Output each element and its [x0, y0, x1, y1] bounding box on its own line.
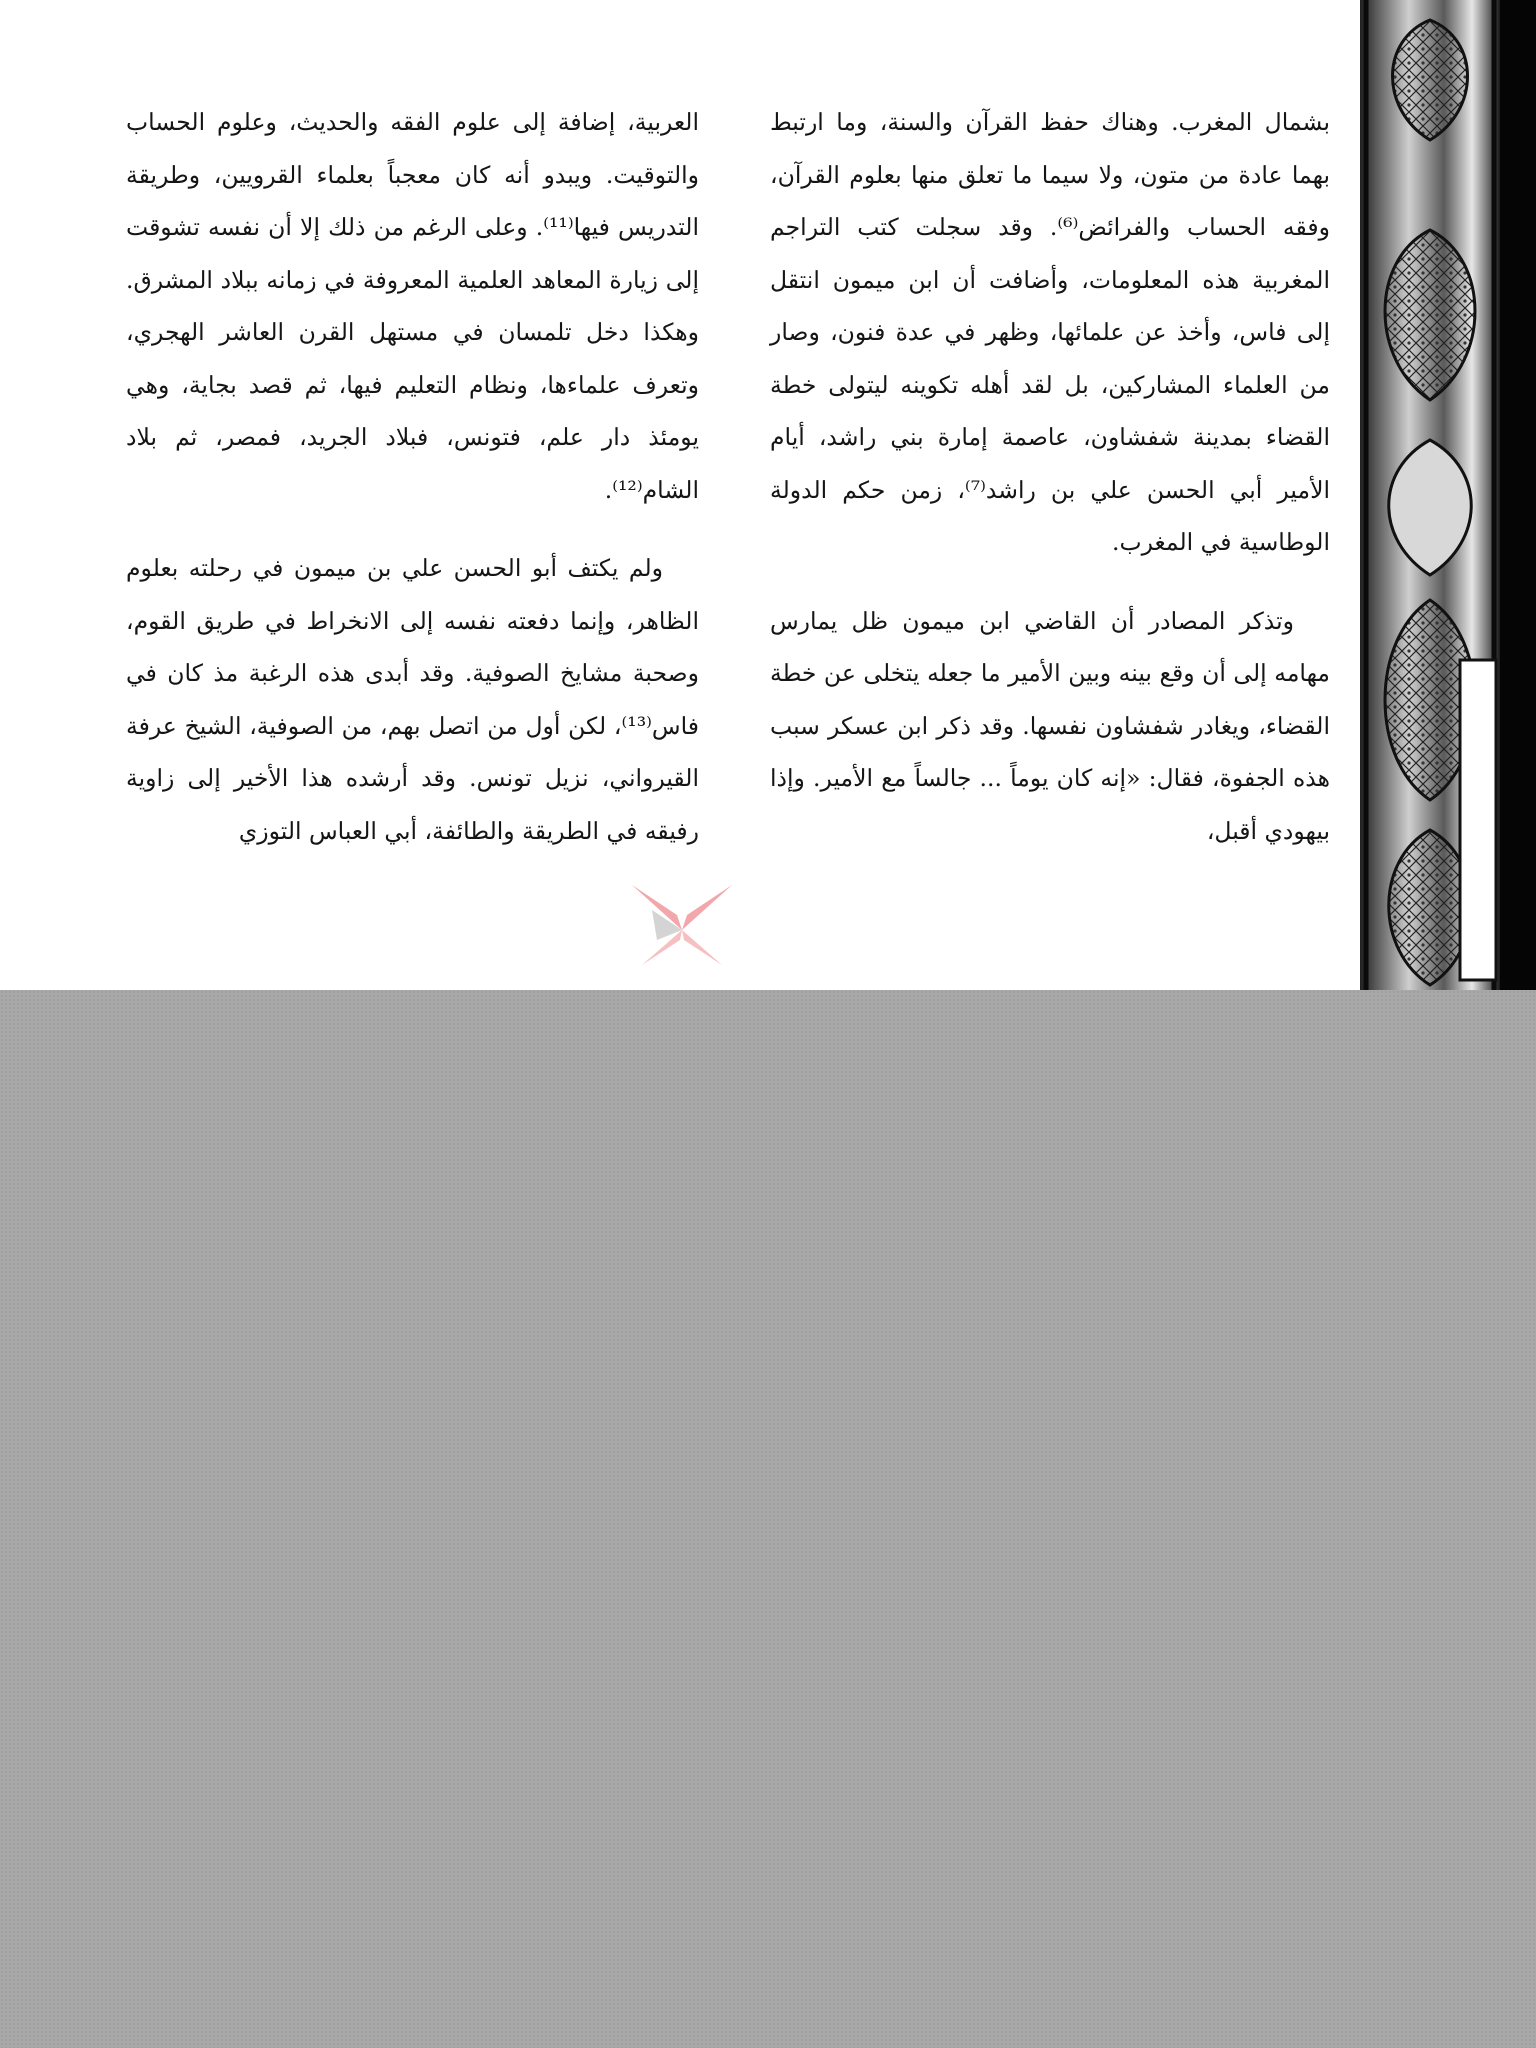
- scanned-page: [0, 0, 1536, 990]
- text-column-left: [126, 96, 699, 857]
- ornamental-border: [1360, 0, 1536, 990]
- paragraph-right-2: وتذكر المصادر أن القاضي ابن ميمون ظل يمارس مهامه إلى أن وقع بينه وبين الأمير ما جعله يتخلى عن خطة القضاء، ويغادر شفشاون نفسها. وقد ذكر ابن عسكر سبب هذه الجفوة، فقال: «إنه كان يوماً ... جالساً مع الأمير. وإذا بيهودي أقبل،: [770, 606, 1330, 845]
- ornament-white-panel: [1460, 660, 1496, 980]
- paragraph-left-1: العربية، إضافة إلى علوم الفقه والحديث، وعلوم الحساب والتوقيت. ويبدو أنه كان معجباً بعلماء القرويين، وطريقة التدريس فيها⁽¹¹⁾. وعلى الرغم من ذلك إلا أن نفسه تشوقت إلى زيارة المعاهد العلمية المعروفة في زمانه ببلاد المشرق. وهكذا دخل تلمسان في مستهل القرن العاشر الهجري، وتعرف علماءها، ونظام التعليم فيها، ثم قصد بجاية، وهي يومئذ دار علم، فتونس، فبلاد الجريد، فمصر، ثم بلاد الشام⁽¹²⁾.: [126, 108, 699, 504]
- ornament-black-band: [1500, 0, 1536, 990]
- paragraph-left-2: ولم يكتف أبو الحسن علي بن ميمون في رحلته بعلوم الظاهر، وإنما دفعته نفسه إلى الانخراط في طريق القوم، وصحبة مشايخ الصوفية. وقد أبدى هذه الرغبة مذ كان في فاس⁽¹³⁾، لكن أول من اتصل بهم، من الصوفية، الشيخ عرفة القيرواني، نزيل تونس. وقد أرشده هذا الأخير إلى زاوية رفيقه في الطريقة والطائفة، أبي العباس التوزي: [126, 554, 699, 845]
- grey-occluder: [0, 990, 1536, 2048]
- red-book-watermark: [622, 870, 742, 990]
- text-column-right: [770, 96, 1330, 857]
- paragraph-right-1: بشمال المغرب. وهناك حفظ القرآن والسنة، وما ارتبط بهما عادة من متون، ولا سيما ما تعلق منها بعلوم القرآن، وفقه الحساب والفرائض⁽⁶⁾. وقد سجلت كتب التراجم المغربية هذه المعلومات، وأضافت أن ابن ميمون انتقل إلى فاس، وأخذ عن علمائها، وظهر في عدة فنون، وصار من العلماء المشاركين، بل لقد أهله تكوينه ليتولى خطة القضاء بمدينة شفشاون، عاصمة إمارة بني راشد، أيام الأمير أبي الحسن علي بن راشد⁽⁷⁾، زمن حكم الدولة الوطاسية في المغرب.: [770, 108, 1330, 556]
- ornament-pattern: [1360, 0, 1500, 990]
